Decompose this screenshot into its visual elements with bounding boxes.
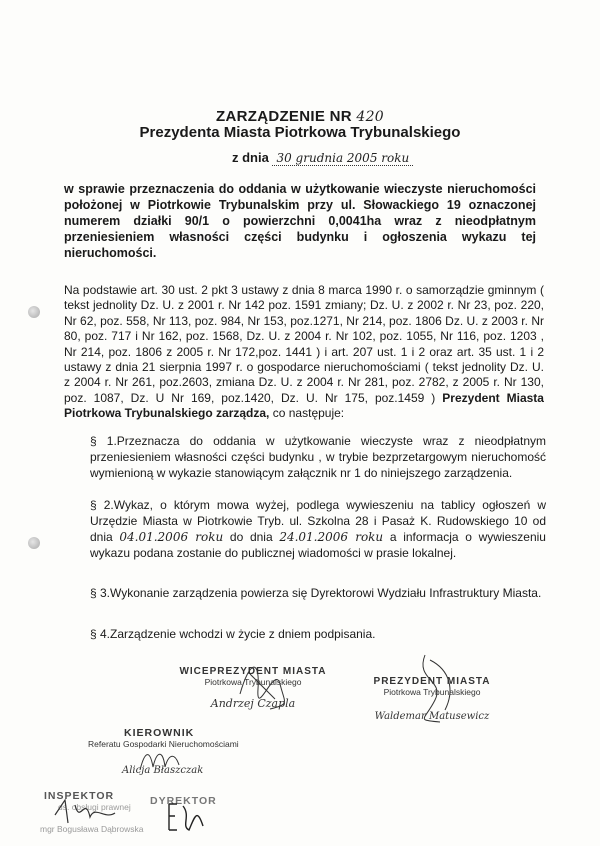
document-title (0, 108, 600, 125)
president-name: Waldemar Matusewicz (374, 711, 490, 722)
decision-clause: Prezydent Miasta Piotrkowa Trybunalskiego zarządza, (64, 390, 544, 421)
paragraph-2-text (76, 497, 546, 561)
inspector-unit: ds. obsługi prawnej (58, 802, 131, 812)
handwritten-date-from: 04.01.2006 roku (119, 530, 224, 544)
legal-basis-tail: co następuje: (272, 406, 345, 421)
deputy-signature-icon (230, 654, 300, 714)
legal-basis-paragraph (64, 283, 544, 422)
head-title: KIEROWNIK (124, 727, 195, 739)
president-signature-icon (405, 650, 465, 725)
head-name: Alicja Błaszczak (122, 765, 204, 776)
handwritten-date-to: 24.01.2006 roku (279, 530, 384, 544)
head-unit: Referatu Gospodarki Nieruchomościami (88, 739, 239, 749)
legal-basis-text: Na podstawie art. 30 ust. 2 pkt 3 ustawy z dnia 8 marca 1990 r. o samorządzie gminnym ( tekst jednolity Dz. U. z 2001 r. Nr 142 poz. 1591 zmiany; Dz. U. z 2002 r. Nr 23, poz. 220, Nr 62, poz. 558, Nr 113, poz. 984, Nr 153, poz.1271, Nr 214, poz. 1806 Dz. U. z 2003 r. Nr 80, poz. 717 i Nr 162, poz. 1568, Dz. U. z 2004 r. Nr 102, poz. 1055, Nr 116, poz. 1203 , Nr 214, poz. 1806 z 2005 r. Nr 172,poz. 1441 ) i art. 207 ust. 1 i 2 oraz art. 35 ust. 1 i 2 ustawy z dnia 21 sierpnia 1997 r. o gospodarce nieruchomościami ( tekst jednolity Dz. U. z 2004 r. Nr 261, poz.2603, zmiana Dz. U. z 2004 r. Nr 281, poz. 2782, z 2005 r. Nr 130, poz. 1087, Dz. U Nr 169, poz.1420, Dz. U. Nr 175, poz.1459 ) (64, 283, 544, 405)
president-title: PREZYDENT MIASTA (373, 676, 491, 687)
date-prefix: z dnia (232, 150, 269, 165)
date-line (232, 150, 413, 165)
president-city: Piotrkowa Trybunalskiego (383, 687, 481, 697)
paragraph-2 (76, 497, 546, 561)
paragraph-1 (76, 433, 546, 481)
handwritten-number: 420 (356, 109, 384, 125)
paragraph-2-part-a: § 2.Wykaz, o którym mowa wyżej, podlega wywieszeniu na tablicy ogłoszeń w Urzędzie Miasta w Piotrkowie Tryb. ul. Szkolna 28 i Pasaż K. Rudowskiego 10 od dnia (90, 498, 546, 544)
paragraph-2-part-b: a informacja o wywieszeniu wykazu podana zostanie do publicznej wiadomości w prasie lokalnej. (90, 530, 546, 560)
director-title: DYREKTOR (150, 795, 217, 807)
paragraph-2-part-mid: do dnia (229, 530, 273, 544)
paragraph-3 (76, 585, 546, 601)
paragraph-4 (76, 626, 546, 642)
inspector-name: mgr Bogusława Dąbrowska (40, 824, 144, 834)
subject-paragraph: w sprawie przeznaczenia do oddania w użytkowanie wieczyste nieruchomości położonej w Piotrkowie Trybunalskim przy ul. Słowackiego 19 oznaczonej numerem działki 90/1 o powierzchni 0,0041ha wraz z nieodpłatnym przeniesieniem własności części budynku i ogłoszenia wykazu tej nieruchomości. (64, 182, 536, 260)
deputy-name: Andrzej Czapla (210, 697, 296, 710)
head-signature-icon (135, 745, 185, 775)
deputy-title: WICEPREZYDENT MIASTA (179, 666, 327, 677)
punch-hole (28, 306, 40, 318)
inspector-title: INSPEKTOR (44, 790, 115, 802)
paragraph-1-text: § 1.Przeznacza do oddania w użytkowanie wieczyste wraz z nieodpłatnym przeniesieniem własności części budynku , w trybie bezprzetargowym nieruchomość wymienioną w wykazie stanowiącym załącznik nr 1 do niniejszego zarządzenia. (90, 434, 546, 480)
inspector-signature-icon (50, 795, 120, 830)
director-initials-icon (165, 796, 210, 836)
punch-hole (28, 537, 40, 549)
document-subtitle: Prezydenta Miasta Piotrkowa Trybunalskiego (139, 124, 461, 141)
title-text: ZARZĄDZENIE NR (216, 108, 352, 125)
handwritten-date: 30 grudnia 2005 roku (272, 151, 413, 166)
paragraph-3-text: § 3.Wykonanie zarządzenia powierza się Dyrektorowi Wydziału Infrastruktury Miasta. (90, 586, 542, 600)
paragraph-4-text: § 4.Zarządzenie wchodzi w życie z dniem podpisania. (90, 627, 376, 641)
deputy-city: Piotrkowa Trybunalskiego (204, 677, 302, 687)
